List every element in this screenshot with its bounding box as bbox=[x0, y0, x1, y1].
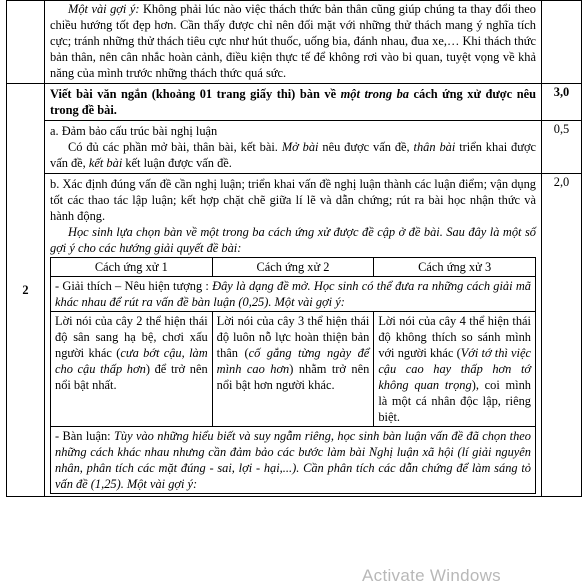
explain-cell: - Giải thích – Nêu hiện tượng : Đây là dạng đề mở. Học sinh có thể đưa ra những cách giải mã khác nhau để rút ra vấn đề bàn luận (0,25). Một vài gợi ý: bbox=[51, 277, 536, 312]
behavior-table bbox=[50, 257, 536, 494]
answer-key-table bbox=[6, 0, 582, 497]
section-b-score: 2,0 bbox=[542, 174, 582, 497]
section-a-body: Có đủ các phần mở bài, thân bài, kết bài. Mở bài nêu được vấn đề, thân bài triển khai được vấn đề, kết bài kết luận được vấn đề. bbox=[50, 140, 536, 170]
header-behavior-3: Cách ứng xử 3 bbox=[374, 258, 536, 277]
row-section-b bbox=[7, 174, 582, 497]
behavior-1-text: Lời nói của cây 2 thể hiện thái độ sân sang hạ bệ, chơi xấu người khác (cưa bớt cậu, làm cho cậu thấp hơn) để trở nên nổi bật nhất. bbox=[51, 312, 213, 427]
behavior-3-text: Lời nói của cây 4 thể hiện thái độ không thích so sánh mình với người khác (Với tớ thì việc cậu cao hay thấp hơn tớ không quan trọng), coi mình là một cá nhân độc lập, riêng biệt. bbox=[374, 312, 536, 427]
discuss-cell: - Bàn luận: Tùy vào những hiểu biết và suy ngẫm riêng, học sinh bàn luận vấn đề đã chọn theo những cách khác nhau nhưng cần đảm bảo các bước làm bài Nghị luận xã hội (lí giải nguyên nhân, phân tích các mặt đúng - sai, lợi - hại,...). Cần phân tích các dẫn chứng để làm sáng tỏ vấn đề (1,25). Một vài gợi ý: bbox=[51, 427, 536, 494]
suggestion-text: Không phải lúc nào việc thách thức bản thân cũng giúp chúng ta thay đổi theo chiều hướng tốt đẹp hơn. Cần thấy được chỉ nên đối mặt với những thử thách mang ý nghĩa tích cực; tránh những thử thách tiêu cực như hút thuốc, uống bia, đánh nhau, đua xe,… Khi thách thức bản thân, nên cân nhắc hoàn cảnh, điều kiện thực tế để không rơi vào bi quan, tuyệt vọng về khả năng của mình trước những thách thức quá sức. bbox=[50, 2, 536, 80]
activate-windows-watermark: Activate Windows bbox=[362, 566, 501, 585]
row0-score-cell bbox=[542, 1, 582, 84]
row-suggestion-continued bbox=[7, 1, 582, 84]
section-a-heading: a. Đảm bảo cấu trúc bài nghị luận bbox=[50, 124, 218, 138]
question-title-italic: một trong ba bbox=[340, 87, 409, 101]
behavior-cells-row bbox=[51, 312, 536, 427]
question-title-cell bbox=[45, 84, 542, 121]
section-b-cell bbox=[45, 174, 542, 497]
header-behavior-2: Cách ứng xử 2 bbox=[212, 258, 374, 277]
row0-number-cell bbox=[7, 1, 45, 84]
question-title-part2: cách ứng xử được nêu trong đề bài. bbox=[50, 87, 536, 117]
suggestion-label: Một vài gợi ý: bbox=[68, 2, 140, 16]
header-behavior-1: Cách ứng xử 1 bbox=[51, 258, 213, 277]
section-a-score: 0,5 bbox=[542, 121, 582, 174]
row-question-title bbox=[7, 84, 582, 121]
question-number: 2 bbox=[7, 84, 45, 497]
question-score: 3,0 bbox=[542, 84, 582, 121]
discuss-row bbox=[51, 427, 536, 494]
row-section-a bbox=[7, 121, 582, 174]
behavior-table-header bbox=[51, 258, 536, 277]
behavior-2-text: Lời nói của cây 3 thể hiện thái độ luôn nỗ lực hoàn thiện bản thân (cố gắng từng ngày để mình cao hơn) nhằm trở nên nổi bật hơn người khác. bbox=[212, 312, 374, 427]
section-b-heading: b. Xác định đúng vấn đề cần nghị luận; triển khai vấn đề nghị luận thành các luận điểm; vận dụng tốt các thao tác lập luận; kết hợp chặt chẽ giữa lí lẽ và dẫn chứng; rút ra bài học nhận thức và hành động. bbox=[50, 177, 536, 223]
question-title-part1: Viết bài văn ngắn (khoảng 01 trang giấy thi) bàn về bbox=[50, 87, 341, 101]
row0-content-cell bbox=[45, 1, 542, 84]
explain-row bbox=[51, 277, 536, 312]
section-b-intro: Học sinh lựa chọn bàn về một trong ba cách ứng xử được đề cập ở đề bài. Sau đây là một số gợi ý cho các hướng giải quyết đề bài: bbox=[50, 225, 536, 255]
section-a-cell bbox=[45, 121, 542, 174]
